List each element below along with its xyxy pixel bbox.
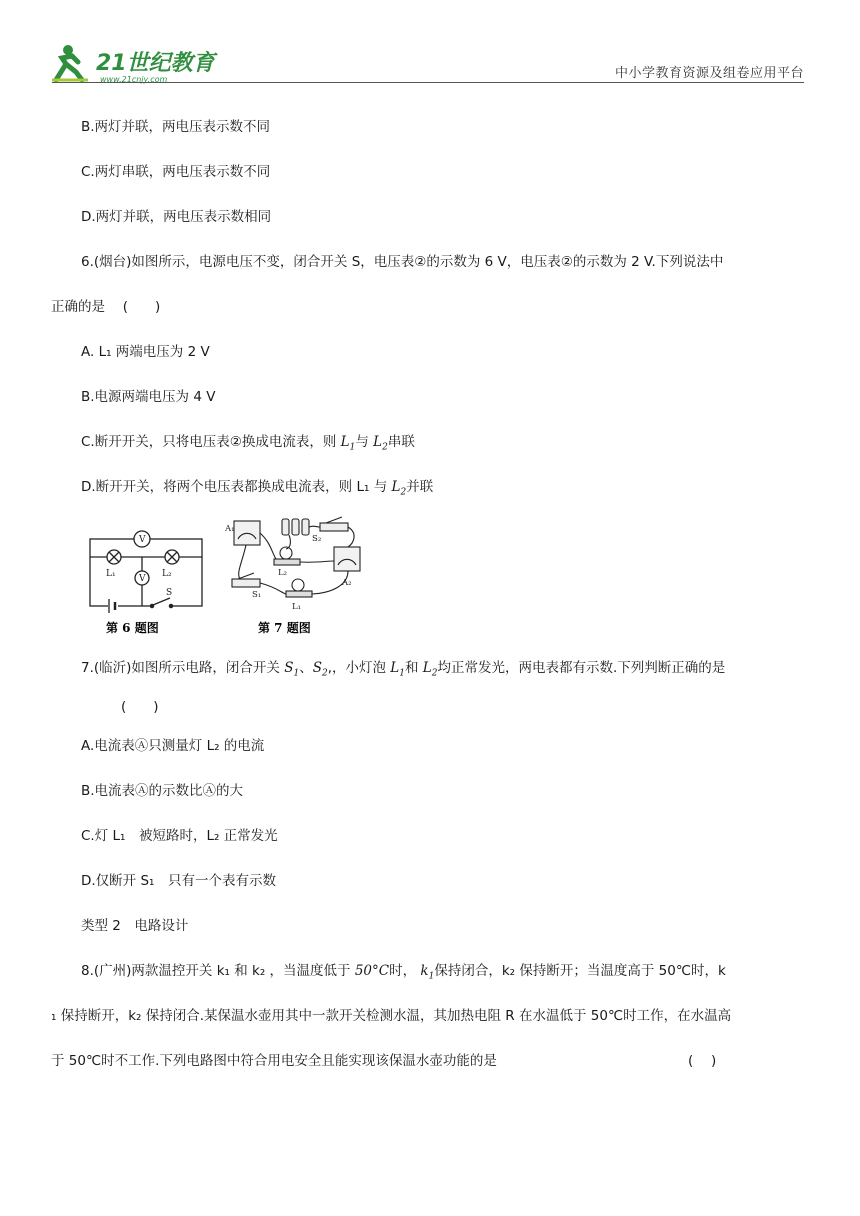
q5-option-b: B.两灯并联，两电压表示数不同 [81,119,271,135]
q7-option-a: A.电流表Ⓐ只测量灯 L₂ 的电流 [81,738,265,754]
lamp-l1-icon [292,579,304,591]
fig7-label-a2: A₂ [342,578,352,588]
runner-icon [52,45,88,80]
section-title: 类型 2 电路设计 [81,918,189,934]
q5-option-d: D.两灯并联，两电压表示数相同 [81,209,272,225]
fig7-label-s1: S₁ [252,590,262,600]
q7-option-b: B.电流表Ⓐ的示数比Ⓐ的大 [81,783,244,799]
logo-text: 21世纪教育 [96,51,215,76]
q6-stem-cont: 正确的是 ( ) [51,299,161,315]
platform-title: 中小学教育资源及组卷应用平台 [614,66,804,81]
q8-stem-line-2: ₁ 保持断开，k₂ 保持闭合.某保温水壶用其中一款开关检测水温，其加热电阻 R 在水温低于 50℃时工作，在水温高 [51,1008,732,1024]
battery-pack-icon [282,519,309,535]
q6-option-b: B.电源两端电压为 4 V [81,389,216,405]
q8-stem-line-3: 于 50℃时不工作.下列电路图中符合用电安全且能实现该保温水壶功能的是 [51,1053,497,1069]
q6-stem: 6.(烟台)如图所示，电源电压不变，闭合开关 S，电压表②的示数为 6 V，电压表②的示数为 2 V.下列说法中 [81,254,724,270]
figure-7-circuit [232,517,360,597]
q7-option-c: C.灯 L₁ 被短路时，L₂ 正常发光 [81,828,278,844]
fig7-label-l2: L₂ [278,568,288,578]
q6-option-c: C.断开开关，只将电压表②换成电流表，则 $L_1$与 $L_2$串联 [81,434,415,453]
q6-option-d: D.断开开关，将两个电压表都换成电流表，则 L₁ 与 $L_2$并联 [81,479,434,498]
header-divider [52,82,804,83]
fig7-label-s2: S₂ [312,534,322,544]
fig7-label-a1: A₁ [225,524,235,534]
circuit-figures [86,513,376,639]
logo-url: www.21cnjy.com [100,75,168,84]
fig6-label-l1: L₁ [106,569,116,579]
q7-option-d: D.仅断开 S₁ 只有一个表有示数 [81,873,276,889]
q7-stem: 7.(临沂)如图所示电路，闭合开关 $S_1$、$S_2$,，小灯泡 $L_1$和 $L_2$均正常发光，两电表都有示数.下列判断正确的是 [81,660,726,679]
fig6-caption: 第 6 题图 [106,621,159,635]
site-logo [48,40,223,84]
switch-s1-icon [232,579,260,587]
fig7-caption: 第 7 题图 [258,621,311,635]
fig6-label-l2: L₂ [162,569,172,579]
fig6-label-v2: V [139,574,146,584]
q5-option-c: C.两灯串联，两电压表示数不同 [81,164,271,180]
q6-option-a: A. L₁ 两端电压为 2 V [81,344,210,360]
q8-stem-line-1: 8.(广州)两款温控开关 k₁ 和 k₂ ，当温度低于 50°C时， $k_1$保持闭合，k₂ 保持断开；当温度高于 50℃时，k [81,963,726,982]
q7-answer-bracket: ( ) [121,699,159,715]
fig7-label-l1: L₁ [292,602,302,612]
switch-s2-icon [320,523,348,531]
fig6-label-s: S [166,588,173,598]
fig6-label-v: V [139,535,146,545]
q8-answer-bracket: ( ) [688,1053,717,1069]
